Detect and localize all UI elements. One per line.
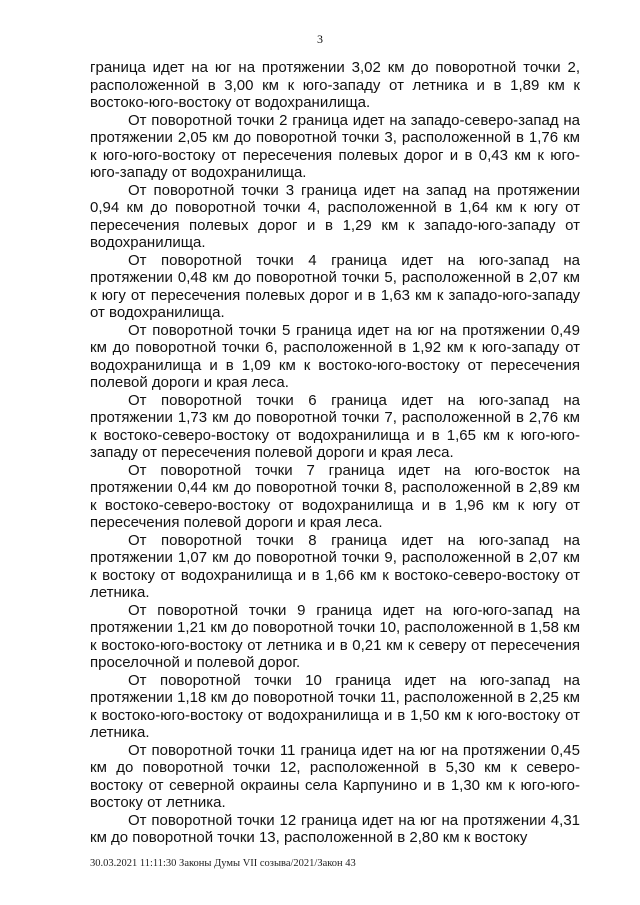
paragraph: От поворотной точки 2 граница идет на западо-северо-запад на протяжении 2,05 км до поворотной точки 3, расположенной в 1,76 км к юго-юго-востоку от пересечения полевых дорог и в 0,43 км к юго-юго-западу от водохранилища. [90,111,580,181]
paragraph: От поворотной точки 7 граница идет на юго-восток на протяжении 0,44 км до поворотной точки 8, расположенной в 2,89 км к востоко-северо-востоку от водохранилища и в 1,96 км к югу от пересечения полевой дороги и края леса. [90,461,580,531]
paragraph: От поворотной точки 6 граница идет на юго-запад на протяжении 1,73 км до поворотной точки 7, расположенной в 2,76 км к востоко-северо-востоку от водохранилища и в 1,65 км к юго-юго-западу от пересечения полевой дороги и края леса. [90,391,580,461]
paragraph: От поворотной точки 10 граница идет на юго-запад на протяжении 1,18 км до поворотной точки 11, расположенной в 2,25 км к востоко-юго-востоку от водохранилища и в 1,50 км к юго-востоку от летника. [90,671,580,741]
paragraph: От поворотной точки 8 граница идет на юго-запад на протяжении 1,07 км до поворотной точки 9, расположенной в 2,07 км к востоку от водохранилища и в 1,66 км к востоко-северо-востоку от летника. [90,531,580,601]
paragraph: От поворотной точки 3 граница идет на запад на протяжении 0,94 км до поворотной точки 4, расположенной в 1,64 км к югу от пересечения полевых дорог и в 1,29 км к западо-юго-западу от водохранилища. [90,181,580,251]
paragraph: От поворотной точки 9 граница идет на юго-юго-запад на протяжении 1,21 км до поворотной точки 10, расположенной в 1,58 км к востоко-юго-востоку от летника и в 0,21 км к северу от пересечения проселочной и полевой дорог. [90,601,581,671]
paragraph: От поворотной точки 4 граница идет на юго-запад на протяжении 0,48 км до поворотной точки 5, расположенной в 2,07 км к югу от пересечения полевых дорог и в 1,63 км к западо-юго-западу от водохранилища. [90,251,580,321]
document-footer: 30.03.2021 11:11:30 Законы Думы VII созыва/2021/Закон 43 [90,858,356,869]
page-number: 3 [317,32,323,46]
paragraph: От поворотной точки 5 граница идет на юг на протяжении 0,49 км до поворотной точки 6, расположенной в 1,92 км к юго-западу от водохранилища и в 1,09 км к востоко-юго-востоку от пересечения полевой дороги и края леса. [90,321,580,391]
document-body [90,59,580,847]
paragraph: От поворотной точки 12 граница идет на юг на протяжении 4,31 км до поворотной точки 13, расположенной в 2,80 км к востоку [90,811,580,846]
paragraph-continuation: граница идет на юг на протяжении 3,02 км до поворотной точки 2, расположенной в 3,00 км к юго-западу от летника и в 1,89 км к востоко-юго-востоку от водохранилища. [90,59,580,111]
paragraph: От поворотной точки 11 граница идет на юг на протяжении 0,45 км до поворотной точки 12, расположенной в 5,30 км к северо-востоку от северной окраины села Карпунино и в 1,30 км к юго-юго-востоку от летника. [90,741,580,811]
